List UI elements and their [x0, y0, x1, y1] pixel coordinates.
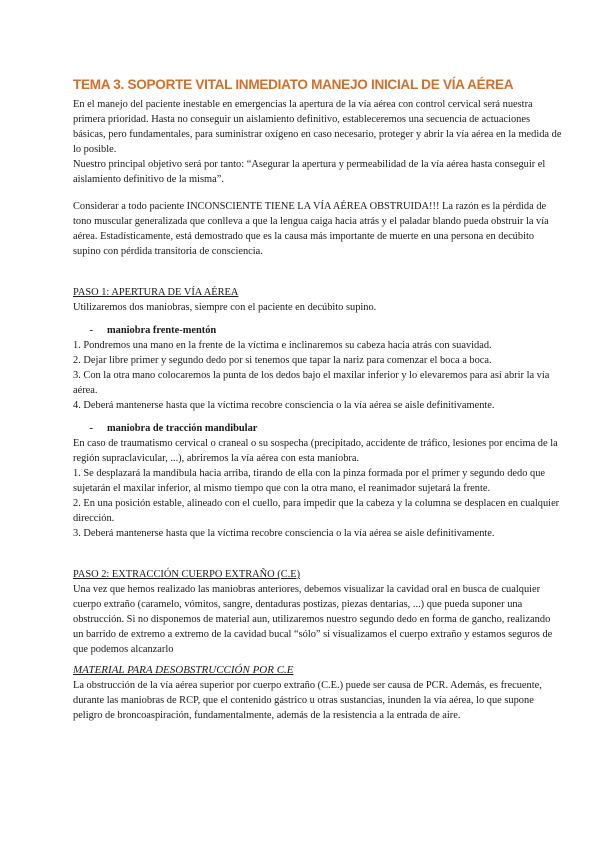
m2-step-3: 3. Deberá mantenerse hasta que la víctima recobre consciencia o la vía aérea se aisle definitivamente. — [73, 528, 495, 539]
intro-paragraph-3: Considerar a todo paciente INCONSCIENTE TIENE LA VÍA AÉREA OBSTRUIDA!!! La razón es la pérdida de tono muscular generalizada que conlleva a que la lengua caiga hacia atrás y el paladar blando pueda obstruir la vía aérea. Estadísticamente, está demostrado que es la causa más importante de muerte en una persona en decúbito supino con pérdida transitoria de consciencia. — [73, 201, 549, 257]
paso1-heading: PASO 1: APERTURA DE VÍA AÉREA — [73, 287, 239, 298]
m2-intro: En caso de traumatismo cervical o craneal o su sospecha (precipitado, accidente de tráfico, lesiones por encima de la región supraclavicular, ...), abriremos la vía aérea con esta maniobra. — [73, 438, 558, 464]
bullet-dash: - — [89, 325, 93, 336]
m1-step-4: 4. Deberá mantenerse hasta que la víctima recobre consciencia o la vía aérea se aisle definitivamente. — [73, 400, 495, 411]
maniobra-traccion-heading — [73, 421, 562, 436]
maniobra-traccion-title: maniobra de tracción mandibular — [107, 423, 258, 434]
paso2-paragraph-1: Una vez que hemos realizado las maniobras anteriores, debemos visualizar la cavidad oral en busca de cualquier cuerpo extraño (caramelo, vómitos, sangre, dentaduras postizas, piezas dentarias, ...) que pueda suponer una obstrucción. Si no disponemos de material aun, utilizaremos nuestro segundo dedo en forma de gancho, realizando un barrido de extremo a extremo de la cavidad bucal “sólo” si visualizamos el cuerpo extraño y estamos seguros de que podemos alcanzarlo — [73, 584, 553, 655]
paso1-intro: Utilizaremos dos maniobras, siempre con el paciente en decúbito supino. — [73, 302, 377, 313]
m2-step-1: 1. Se desplazará la mandíbula hacia arriba, tirando de ella con la pinza formada por el primer y segundo dedo que sujetarán el maxilar inferior, al mismo tiempo que con la otra mano, el reanimador sujetará la frente. — [73, 468, 546, 494]
intro-paragraph-2: Nuestro principal objetivo será por tanto: “Asegurar la apertura y permeabilidad de la vía aérea hasta conseguir el aislamiento definitivo de la misma”. — [73, 159, 546, 185]
m2-step-2: 2. En una posición estable, alineado con el cuello, para impedir que la cabeza y la columna se desplacen en cualquier dirección. — [73, 498, 560, 524]
intro-paragraph-1: En el manejo del paciente inestable en emergencias la apertura de la vía aérea con control cervical será nuestra primera prioridad. Hasta no conseguir un aislamiento definitivo, estableceremos una secuencia de actuaciones básicas, pero fundamentales, para suministrar oxígeno en caso necesario, proteger y abrir la vía aérea en la medida de lo posible. — [73, 99, 562, 155]
maniobra-frente-menton-title: maniobra frente-mentón — [107, 325, 217, 336]
page-title: TEMA 3. SOPORTE VITAL INMEDIATO MANEJO INICIAL DE VÍA AÉREA — [73, 77, 514, 92]
m1-step-3: 3. Con la otra mano colocaremos la punta de los dedos bajo el maxilar inferior y lo elevaremos para así abrir la vía aérea. — [73, 370, 550, 396]
paso2-heading: PASO 2: EXTRACCIÓN CUERPO EXTRAÑO (C.E) — [73, 569, 301, 580]
maniobra-frente-menton-heading — [73, 323, 562, 338]
material-subheading: MATERIAL PARA DESOBSTRUCCIÓN POR C.E — [73, 664, 294, 676]
m1-step-1: 1. Pondremos una mano en la frente de la víctima e inclinaremos su cabeza hacia atrás con suavidad. — [73, 340, 492, 351]
m1-step-2: 2. Dejar libre primer y segundo dedo por si tenemos que tapar la nariz para comenzar el boca a boca. — [73, 355, 492, 366]
paso2-paragraph-2: La obstrucción de la vía aérea superior por cuerpo extraño (C.E.) puede ser causa de PCR. Además, es frecuente, durante las maniobras de RCP, que el contenido gástrico u otras sustancias, inunden la vía aérea, lo que supone peligro de broncoaspiración, fundamentalmente, además de la resistencia a la entrada de aire. — [73, 680, 542, 721]
bullet-dash: - — [89, 423, 93, 434]
